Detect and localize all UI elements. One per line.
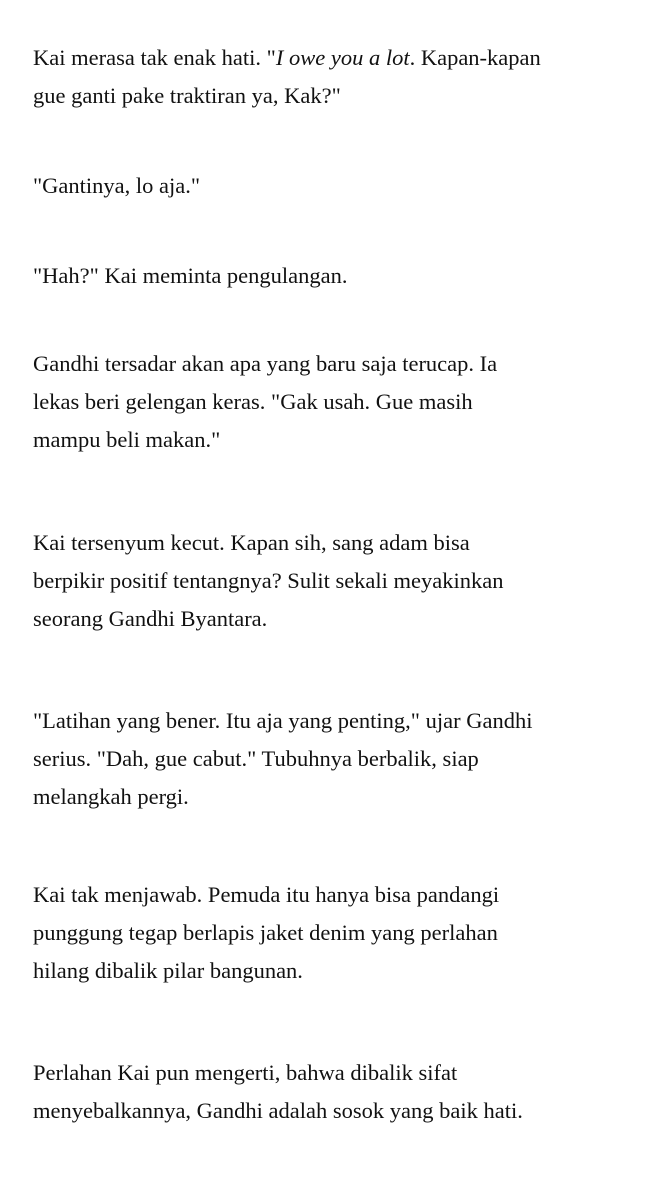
line-text: . Kapan-kapan bbox=[409, 45, 541, 70]
paragraph-line: Perlahan Kai pun mengerti, bahwa dibalik sifat bbox=[33, 1060, 458, 1085]
paragraph-line: mampu beli makan." bbox=[33, 427, 221, 452]
paragraph-1 bbox=[33, 39, 643, 115]
paragraph-line: "Hah?" Kai meminta pengulangan. bbox=[33, 263, 348, 288]
paragraph-2 bbox=[33, 167, 643, 205]
paragraph-line: melangkah pergi. bbox=[33, 784, 189, 809]
paragraph-3 bbox=[33, 257, 643, 295]
paragraph-line: "Gantinya, lo aja." bbox=[33, 173, 201, 198]
paragraph-line: punggung tegap berlapis jaket denim yang perlahan bbox=[33, 920, 498, 945]
paragraph-line: berpikir positif tentangnya? Sulit sekali meyakinkan bbox=[33, 568, 504, 593]
paragraph-line: gue ganti pake traktiran ya, Kak?" bbox=[33, 83, 341, 108]
paragraph-5 bbox=[33, 524, 643, 638]
paragraph-line: serius. "Dah, gue cabut." Tubuhnya berbalik, siap bbox=[33, 746, 479, 771]
paragraph-line: Kai tak menjawab. Pemuda itu hanya bisa pandangi bbox=[33, 882, 500, 907]
italic-phrase: I owe you a lot bbox=[275, 45, 410, 70]
paragraph-4 bbox=[33, 345, 643, 459]
paragraph-line: menyebalkannya, Gandhi adalah sosok yang baik hati. bbox=[33, 1098, 523, 1123]
paragraph-6 bbox=[33, 702, 643, 816]
paragraph-line: hilang dibalik pilar bangunan. bbox=[33, 958, 303, 983]
paragraph-line: "Latihan yang bener. Itu aja yang penting," ujar Gandhi bbox=[33, 708, 533, 733]
paragraph-line: seorang Gandhi Byantara. bbox=[33, 606, 268, 631]
paragraph-line bbox=[33, 39, 643, 77]
paragraph-7 bbox=[33, 876, 643, 990]
paragraph-line: Kai tersenyum kecut. Kapan sih, sang adam bisa bbox=[33, 530, 470, 555]
paragraph-line: lekas beri gelengan keras. "Gak usah. Gue masih bbox=[33, 389, 473, 414]
paragraph-8 bbox=[33, 1054, 643, 1130]
line-text: Kai merasa tak enak hati. " bbox=[33, 45, 276, 70]
paragraph-line: Gandhi tersadar akan apa yang baru saja terucap. Ia bbox=[33, 351, 498, 376]
